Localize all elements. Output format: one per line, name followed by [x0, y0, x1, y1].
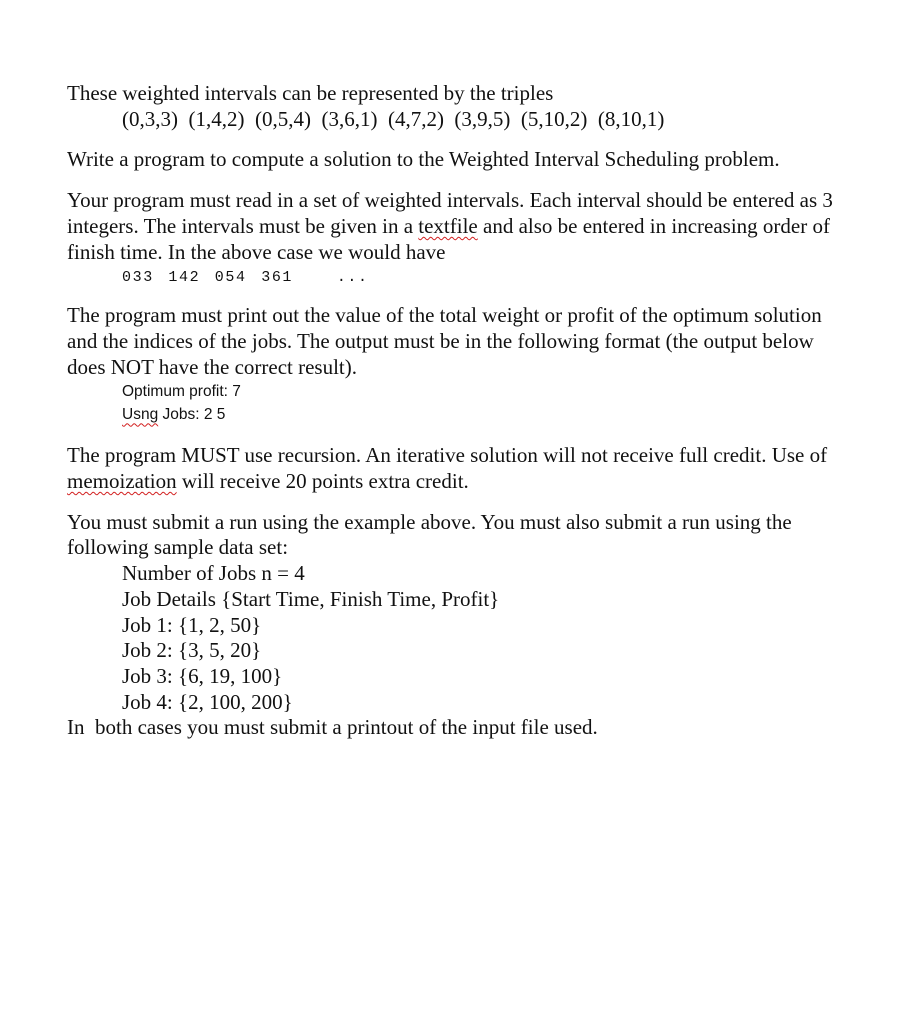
dataset-line: Job 3: {6, 19, 100} [122, 663, 283, 688]
input-text-start: Your program must read in a set of weighted intervals. Each interval should be entered as 3 integers. The intervals must be given in a [67, 188, 833, 238]
output-paragraph: The program must print out the value of the total weight or profit of the optimum solution and the indices of the jobs. The output must be in the following format (the output below does NOT have the correct result). [67, 303, 822, 379]
task-paragraph: Write a program to compute a solution to the Weighted Interval Scheduling problem. [67, 147, 780, 172]
dataset-line: Job 4: {2, 100, 200} [122, 689, 293, 714]
intro-line: These weighted intervals can be represented by the triples [67, 81, 554, 105]
output-example-line-1: Optimum profit: 7 [122, 383, 241, 401]
closing-line: In both cases you must submit a printout of the input file used. [67, 715, 598, 740]
spellcheck-textfile: textfile [418, 213, 478, 238]
intro-paragraph [67, 81, 857, 132]
spellcheck-usng: Usng [122, 406, 159, 424]
output-example-line-2: Usng Jobs: 2 5 [122, 406, 226, 424]
dataset-line: Number of Jobs n = 4 [122, 561, 305, 586]
recursion-paragraph: The program MUST use recursion. An iterative solution will not receive full credit. Use of memoization will receive 20 points extra credit. [67, 443, 828, 494]
triples-line: (0,3,3) (1,4,2) (0,5,4) (3,6,1) (4,7,2) (3,9,5) (5,10,2) (8,10,1) [122, 106, 665, 131]
submission-paragraph: You must submit a run using the example above. You must also submit a run using the following sample data set: [67, 509, 792, 560]
input-example-code: 033 142 054 361 ... [122, 269, 369, 287]
sample-dataset [67, 561, 857, 715]
document-page [67, 81, 857, 741]
output-example [67, 380, 857, 426]
dataset-line: Job Details {Start Time, Finish Time, Profit} [122, 586, 500, 611]
input-paragraph [67, 188, 857, 265]
dataset-line: Job 1: {1, 2, 50} [122, 612, 262, 637]
input-text-end: and also be entered in increasing order of finish time. In the above case we would have [67, 213, 830, 264]
dataset-line: Job 2: {3, 5, 20} [122, 638, 262, 663]
spellcheck-memoization: memoization [67, 469, 177, 494]
